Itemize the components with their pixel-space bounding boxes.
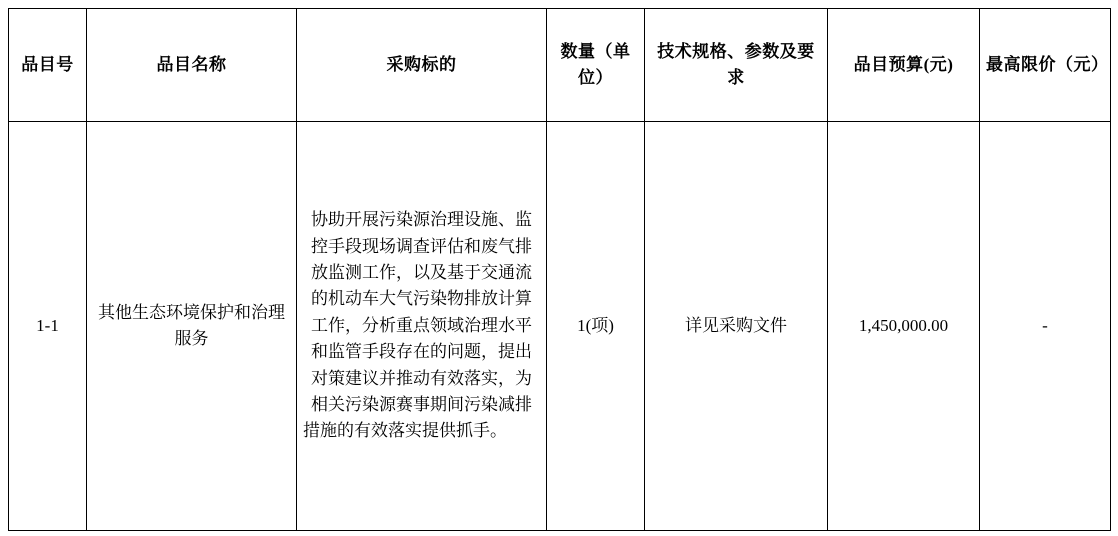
table-row xyxy=(9,122,1111,531)
cell-quantity: 1(项) xyxy=(547,122,645,531)
column-header-subject: 采购标的 xyxy=(297,9,547,122)
column-header-cap: 最高限价（元） xyxy=(980,9,1111,122)
column-header-item-name: 品目名称 xyxy=(87,9,297,122)
column-header-spec: 技术规格、参数及要求 xyxy=(645,9,828,122)
column-header-quantity: 数量（单位） xyxy=(547,9,645,122)
cell-item-no: 1-1 xyxy=(9,122,87,531)
cell-cap: - xyxy=(980,122,1111,531)
table-body xyxy=(9,122,1111,531)
cell-subject: 协助开展污染源治理设施、监控手段现场调查评估和废气排放监测工作，以及基于交通流的机动车大气污染物排放计算工作，分析重点领域治理水平和监管手段存在的问题，提出对策建议并推动有效落实，为相关污染源赛事期间污染减排措施的有效落实提供抓手。 xyxy=(297,122,547,531)
procurement-table xyxy=(8,8,1111,531)
cell-spec: 详见采购文件 xyxy=(645,122,828,531)
column-header-item-no: 品目号 xyxy=(9,9,87,122)
table-header-row xyxy=(9,9,1111,122)
table-header xyxy=(9,9,1111,122)
cell-budget: 1,450,000.00 xyxy=(828,122,980,531)
cell-item-name: 其他生态环境保护和治理服务 xyxy=(87,122,297,531)
column-header-budget: 品目预算(元) xyxy=(828,9,980,122)
